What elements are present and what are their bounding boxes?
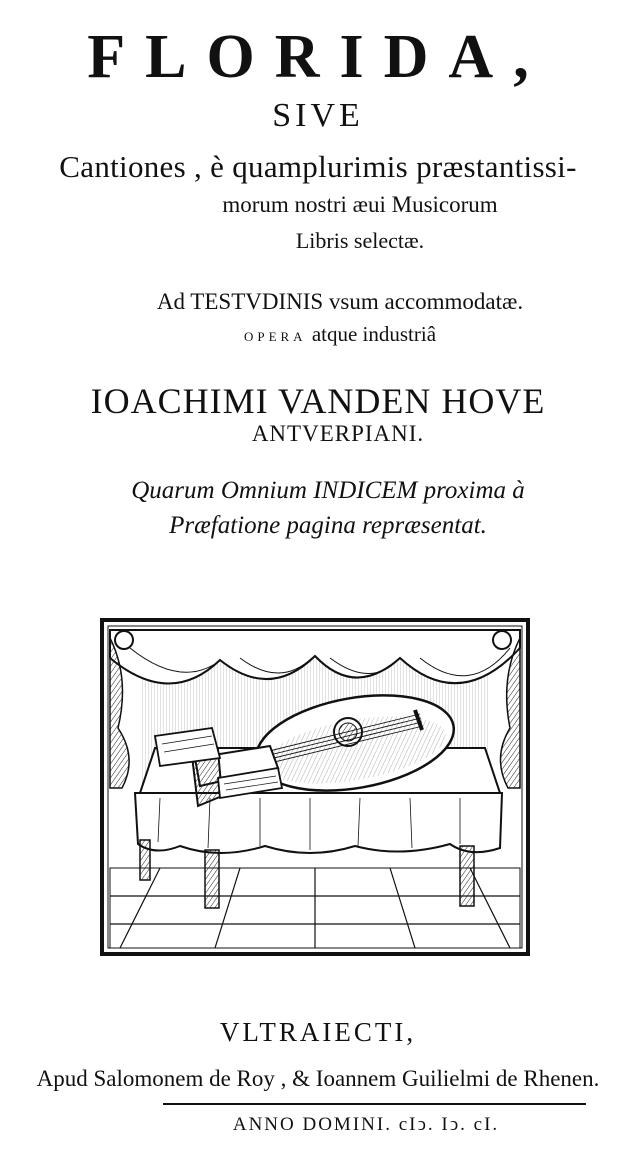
imprint-place: VLTRAIECTI,	[219, 1017, 417, 1047]
opera-word: OPERA	[243, 329, 307, 344]
index-note-line-2: Præfatione pagina repræsentat.	[169, 512, 487, 539]
opera-rest: atque industriâ	[311, 322, 437, 346]
subtitle-line-3: Libris selectæ.	[295, 228, 425, 253]
book-title: FLORIDA,	[87, 23, 549, 91]
imprint-rule	[163, 1103, 586, 1105]
opera-line	[60, 320, 620, 351]
index-note-line-1: Quarum Omnium INDICEM proxima à	[131, 477, 525, 504]
imprint-date: ANNO DOMINI. cIↄ. Iↄ. cI.	[232, 1114, 500, 1135]
purpose-line: Ad TESTVDINIS vsum accommodatæ.	[156, 289, 524, 314]
author-name: IOACHIMI VANDEN HOVE	[90, 381, 546, 421]
subtitle-line-2: morum nostri æui Musicorum	[222, 192, 498, 217]
lute-woodcut-illustration	[100, 618, 530, 956]
subtitle-line-1: Cantiones , è quamplurimis præstantissi-	[59, 149, 577, 184]
imprint-printer: Apud Salomonem de Roy , & Ioannem Guilielmi de Rhenen.	[36, 1066, 600, 1091]
author-origin: ANTVERPIANI.	[251, 421, 425, 446]
title-sive: SIVE	[272, 97, 364, 134]
